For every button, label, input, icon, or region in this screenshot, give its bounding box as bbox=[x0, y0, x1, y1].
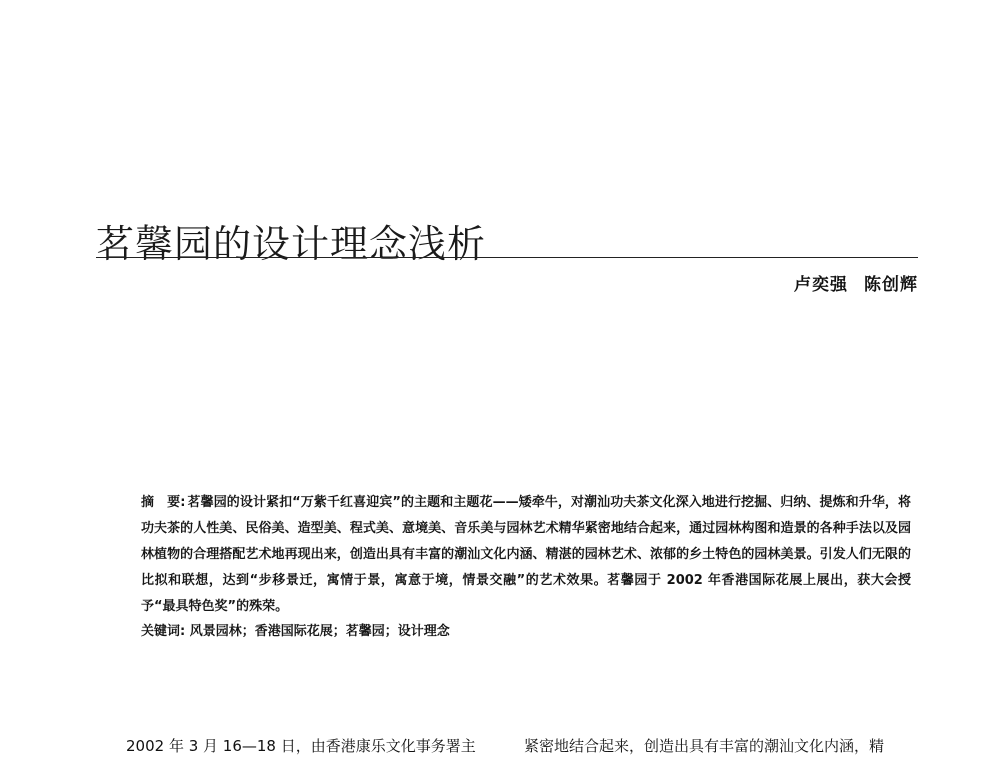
body-text-right-column: 紧密地结合起来，创造出具有丰富的潮汕文化内涵，精 bbox=[524, 737, 885, 755]
author-name: 卢奕强 bbox=[794, 275, 848, 295]
keywords-line bbox=[141, 620, 450, 639]
paper-title: 茗馨园的设计理念浅析 bbox=[96, 222, 487, 267]
abstract-paragraph bbox=[141, 490, 911, 620]
keywords-text: 风景园林；香港国际花展；茗馨园；设计理念 bbox=[189, 624, 450, 639]
title-divider bbox=[96, 257, 918, 258]
body-text-left-column: 2002 年 3 月 16—18 日，由香港康乐文化事务署主 bbox=[126, 737, 476, 755]
abstract-label: 摘 要: bbox=[141, 495, 186, 510]
abstract-text: 茗馨园的设计紧扣“万紫千红喜迎宾”的主题和主题花——矮牵牛，对潮汕功夫茶文化深入地进行挖掘、归纳、提炼和升华，将功夫茶的人性美、民俗美、造型美、程式美、意境美、音乐美与园林艺术精华紧密地结合起来，通过园林构图和造景的各种手法以及园林植物的合理搭配艺术地再现出来，创造出具有丰富的潮汕文化内涵、精湛的园林艺术、浓郁的乡土特色的园林美景。引发人们无限的比拟和联想，达到“步移景迁，寓情于景，寓意于境，情景交融”的艺术效果。茗馨园于 2002 年香港国际花展上展出，获大会授予“最具特色奖”的殊荣。 bbox=[141, 495, 912, 614]
author-list bbox=[794, 270, 918, 295]
author-name: 陈创辉 bbox=[864, 275, 918, 295]
keywords-label: 关键词: bbox=[141, 624, 186, 639]
